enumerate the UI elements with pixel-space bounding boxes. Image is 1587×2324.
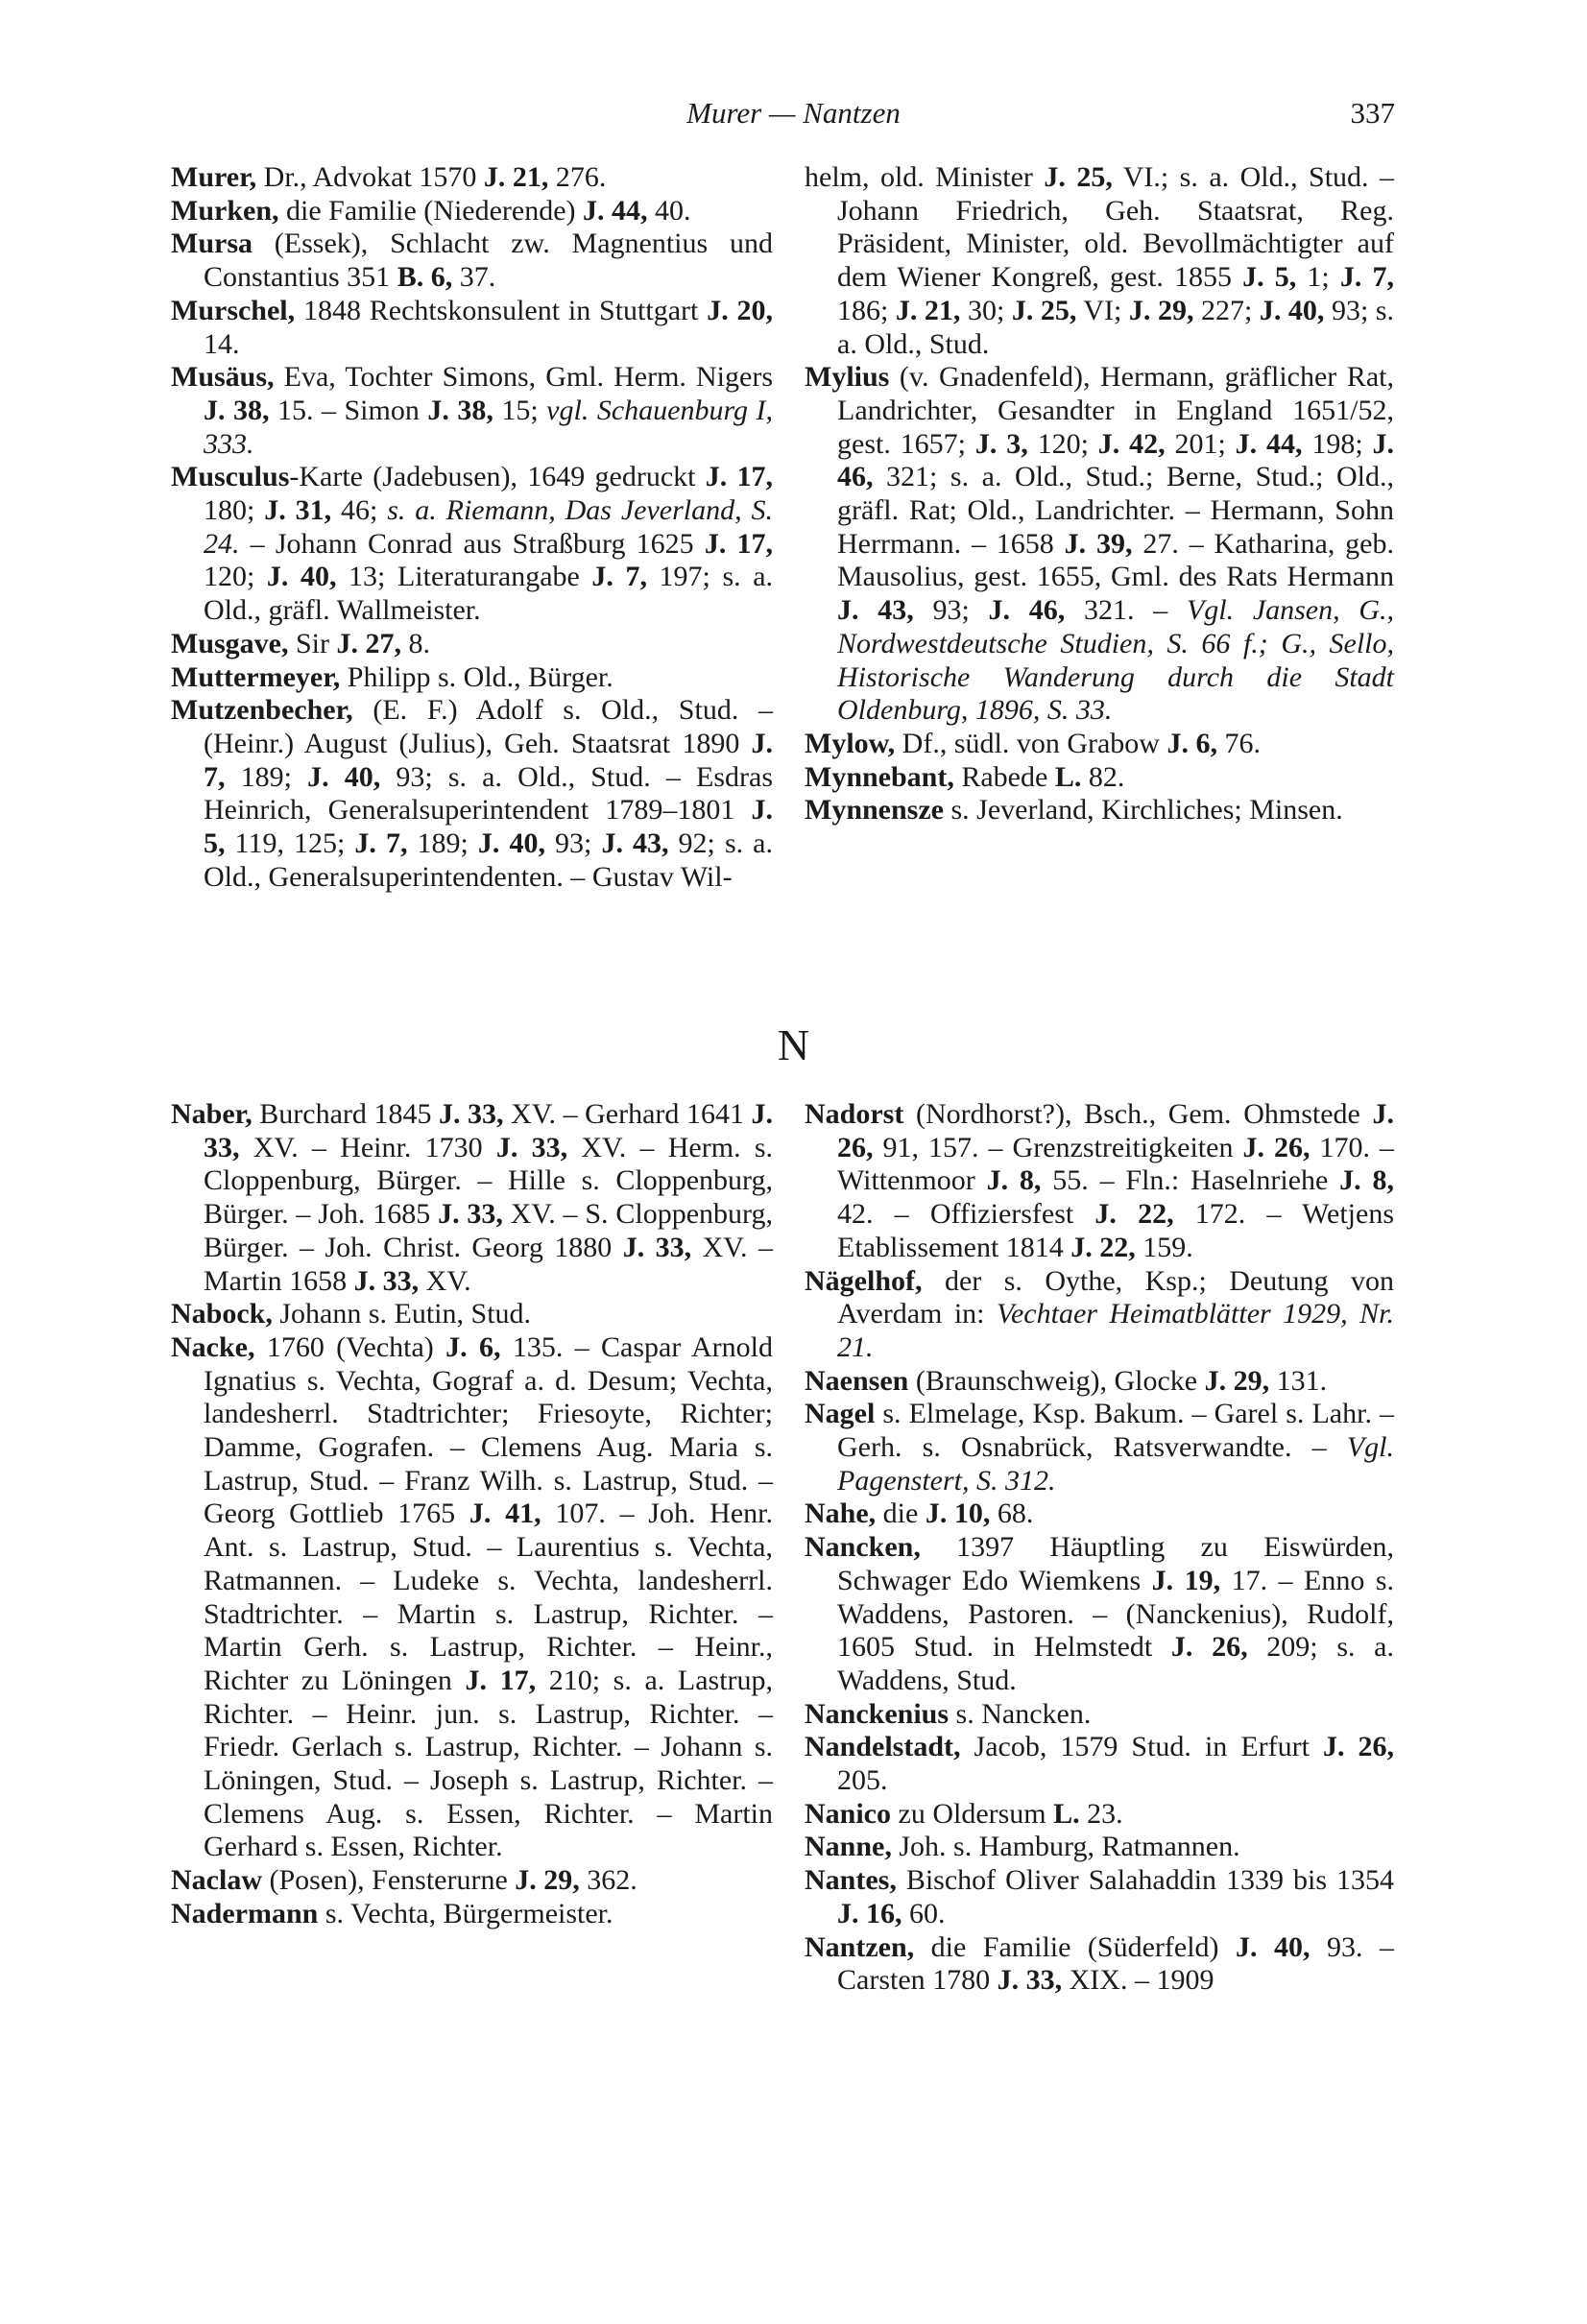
bold-run: L.	[1053, 1797, 1080, 1830]
bold-run: J. 38,	[204, 394, 270, 426]
index-entry	[171, 195, 773, 228]
text-run: 201;	[1165, 427, 1236, 460]
bold-run: Naber,	[171, 1098, 252, 1130]
index-entry	[171, 461, 773, 628]
bold-run: J. 33,	[495, 1131, 568, 1163]
index-entry	[171, 1898, 773, 1931]
text-run: 321; s. a. Old., Stud.; Berne, Stud.; Old., gräfl. Rat; Old., Landrichter. – Hermann, Sohn Herrmann. – 1658	[837, 461, 1394, 560]
text-run: 17. – Enno s. Waddens, Pastoren. – (Nanckenius), Rudolf, 1605 Stud. in Helmstedt	[837, 1564, 1395, 1664]
text-run: zu Oldersum	[891, 1797, 1054, 1830]
text-run: XV. – Martin 1658	[204, 1231, 774, 1297]
italic-run: Vgl. Jansen, G., Nordwestdeutsche Studien, S. 66 f.; G., Sello, Historische Wanderung durch die Stadt Oldenburg, 1896, S. 33.	[837, 594, 1395, 727]
bold-run: J. 44,	[1235, 427, 1303, 460]
text-run: 172. – Wetjens Etablissement 1814	[837, 1198, 1394, 1263]
bold-run: J. 25,	[1044, 161, 1113, 193]
bold-run: Nahe,	[805, 1497, 877, 1530]
italic-run: Vgl. Pagenstert, S. 312.	[837, 1431, 1394, 1497]
bold-run: Nanico	[805, 1797, 891, 1830]
bold-run: Nandelstadt,	[805, 1731, 961, 1763]
text-run: 120;	[204, 561, 267, 593]
text-run: 42. – Offiziersfest	[837, 1198, 1095, 1231]
text-run: s. Nancken.	[949, 1697, 1092, 1730]
bold-run: J. 20,	[707, 294, 773, 326]
text-run: 198;	[1302, 427, 1373, 460]
bold-run: Musgave,	[171, 627, 289, 659]
text-run: 23.	[1079, 1797, 1123, 1830]
index-entry	[805, 761, 1394, 795]
text-run: 205.	[837, 1764, 888, 1797]
bold-run: B. 6,	[397, 261, 453, 294]
index-entry	[171, 295, 773, 361]
text-run: 159.	[1135, 1231, 1193, 1263]
bold-run: J. 17,	[704, 527, 774, 560]
bold-run: J. 29,	[1204, 1364, 1270, 1397]
text-run: – Johann Conrad aus Straßburg 1625	[239, 527, 705, 560]
text-run: 40.	[647, 194, 691, 227]
text-run: 1760 (Vechta)	[254, 1330, 446, 1363]
text-run: 1397 Häuptling zu Eiswürden, Schwager Edo Wiemkens	[837, 1531, 1394, 1596]
bold-run: Mynnensze	[805, 794, 944, 827]
bold-run: J. 21,	[483, 161, 549, 193]
text-run: XV. – Herm. s. Cloppenburg, Bürger. – Hille s. Cloppenburg, Bürger. – Joh. 1685	[204, 1131, 773, 1231]
text-run: 170. – Wittenmoor	[837, 1131, 1395, 1197]
text-run: 180;	[204, 494, 265, 527]
index-entry	[805, 1798, 1394, 1832]
index-entry	[805, 1265, 1394, 1365]
bold-run: Mylow,	[805, 727, 896, 759]
text-run: 37.	[452, 261, 496, 294]
bold-run: J. 46,	[988, 594, 1066, 627]
index-entry	[171, 1331, 773, 1864]
index-column-right-bottom	[805, 1098, 1394, 1998]
text-run: VI.; s. a. Old., Stud. – Johann Friedrich, Geh. Staatsrat, Reg. Präsident, Minister, old. Bevollmächtigter auf dem Wiener Kongreß, gest. 1855	[837, 161, 1395, 294]
italic-run: Vechtaer Heimatblätter 1929, Nr. 21.	[837, 1298, 1394, 1363]
bold-run: J. 29,	[1128, 294, 1194, 326]
index-entry	[171, 1864, 773, 1898]
bold-run: J. 7,	[591, 561, 647, 593]
bold-run: Nancken,	[805, 1531, 921, 1564]
text-run: XV. – S. Cloppenburg, Bürger. – Joh. Christ. Georg 1880	[204, 1198, 773, 1263]
text-run: Rabede	[953, 760, 1055, 793]
bold-run: J. 27,	[336, 627, 402, 659]
bold-run: J. 10,	[925, 1497, 991, 1530]
text-run: Bischof Oliver Salahaddin 1339 bis 1354	[896, 1864, 1394, 1897]
bold-run: J. 46,	[837, 427, 1395, 493]
text-run: 189;	[225, 760, 308, 793]
bold-run: J. 3,	[974, 427, 1028, 460]
bold-run: J. 43,	[837, 594, 914, 627]
text-run: 210; s. a. Lastrup, Richter. – Heinr. jun. s. Lastrup, Richter. – Friedr. Gerlach s. Lastrup, Richter. – Johann s. Löningen, Stud. – Joseph s. Lastrup, Richter. – Clemens Aug. s. Essen, Richter. – Martin Gerhard s. Essen, Richter.	[204, 1664, 774, 1863]
index-entry	[805, 1831, 1394, 1864]
text-run: die	[876, 1497, 926, 1530]
index-entry	[805, 1698, 1394, 1732]
text-run: der s. Oythe, Ksp.; Deutung von Averdam in:	[837, 1264, 1394, 1330]
bold-run: J. 40,	[1236, 1930, 1310, 1963]
bold-run: Mynnebant,	[805, 760, 954, 793]
bold-run: J. 8,	[1339, 1164, 1394, 1197]
text-run: (Nordhorst?), Bsch., Gem. Ohmstede	[903, 1098, 1373, 1130]
bold-run: Mutzenbecher,	[171, 694, 353, 727]
text-run: XV.	[419, 1264, 471, 1297]
index-entry	[805, 1497, 1394, 1531]
text-run: (E. F.) Adolf s. Old., Stud. – (Heinr.) August (Julius), Geh. Staatsrat 1890	[204, 694, 773, 759]
index-entry	[171, 361, 773, 461]
bold-run: J. 5,	[204, 794, 773, 860]
text-run: s. Elmelage, Ksp. Bakum. – Garel s. Lahr. – Gerh. s. Osnabrück, Ratsverwandte. –	[837, 1398, 1394, 1464]
text-run: Dr., Advokat 1570	[256, 161, 484, 193]
text-run: 30;	[960, 294, 1012, 326]
index-entry	[805, 161, 1394, 361]
text-run: (Braunschweig), Glocke	[908, 1364, 1205, 1397]
text-run: Philipp s. Old., Bürger.	[340, 660, 613, 693]
text-run: XV. – Gerhard 1641	[503, 1098, 752, 1130]
bold-run: J. 33,	[204, 1098, 774, 1163]
text-run: 362.	[579, 1864, 637, 1897]
bold-run: Nadorst	[805, 1098, 904, 1130]
text-run: 15;	[493, 394, 547, 426]
bold-run: J. 17,	[705, 461, 774, 493]
text-run: 93;	[913, 594, 989, 627]
index-entry	[805, 1365, 1394, 1399]
bold-run: J. 19,	[1151, 1564, 1221, 1596]
bold-run: J. 17,	[465, 1664, 537, 1696]
index-entry	[171, 161, 773, 195]
bold-run: Nanne,	[805, 1831, 892, 1863]
bold-run: L.	[1054, 760, 1082, 793]
bold-run: Nantes,	[805, 1864, 897, 1897]
index-entry	[805, 361, 1394, 728]
bold-run: Musäus,	[171, 361, 275, 394]
text-run: 93; s. a. Old., Stud. – Esdras Heinrich, Generalsuperintendent 1789–1801	[204, 760, 774, 827]
bold-run: J. 38,	[427, 394, 493, 426]
bold-run: Naensen	[805, 1364, 909, 1397]
text-run: 91, 157. – Grenzstreitigkeiten	[873, 1131, 1243, 1163]
text-run: 209; s. a. Waddens, Stud.	[837, 1631, 1394, 1696]
bold-run: J. 40,	[266, 561, 337, 593]
italic-run: vgl. Schauenburg I, 333.	[204, 394, 773, 460]
text-run: (v. Gnadenfeld), Hermann, gräflicher Rat, Landrichter, Gesandter in England 1651/52, gest. 1657;	[837, 361, 1394, 460]
bold-run: J. 33,	[438, 1198, 503, 1231]
bold-run: Mursa	[171, 228, 252, 260]
bold-run: Mylius	[805, 361, 890, 394]
bold-run: Nanckenius	[805, 1697, 950, 1730]
bold-run: Nadermann	[171, 1897, 319, 1929]
index-entry	[171, 661, 773, 695]
bold-run: J. 26,	[1242, 1131, 1310, 1163]
text-run: XV. – Heinr. 1730	[239, 1131, 496, 1163]
bold-run: Nantzen,	[805, 1930, 915, 1963]
index-entry	[171, 1298, 773, 1331]
bold-run: J. 40,	[307, 760, 381, 793]
text-run: 107. – Joh. Henr. Ant. s. Lastrup, Stud. – Laurentius s. Vechta, Ratmannen. – Ludeke s. Vechta, landesherrl. Stadtrichter. – Martin s. Lastrup, Richter. – Martin Gerh. s. Lastrup, Richter. – Heinr., Richter zu Löningen	[204, 1497, 773, 1696]
text-run: Johann s. Eutin, Stud.	[272, 1298, 532, 1330]
text-run: 68.	[990, 1497, 1034, 1530]
index-entry	[805, 1731, 1394, 1797]
bold-run: J. 43,	[601, 827, 669, 860]
bold-run: J. 33,	[439, 1098, 504, 1130]
running-header-title: Murer — Nantzen	[686, 96, 901, 130]
bold-run: Nabock,	[171, 1298, 273, 1330]
bold-run: J. 33,	[997, 1964, 1063, 1997]
index-entry	[805, 1398, 1394, 1497]
bold-run: J. 25,	[1011, 294, 1077, 326]
bold-run: J. 42,	[1097, 427, 1166, 460]
text-run: Eva, Tochter Simons, Gml. Herm. Nigers	[274, 361, 773, 394]
bold-run: J. 26,	[1170, 1631, 1248, 1664]
bold-run: Musculus	[171, 461, 290, 493]
index-entry	[805, 1098, 1394, 1265]
text-run: Df., südl. von Grabow	[895, 727, 1167, 759]
index-entry	[805, 1864, 1394, 1930]
index-entry	[171, 1098, 773, 1298]
bold-run: Murer,	[171, 161, 257, 193]
text-run: 131.	[1269, 1364, 1328, 1397]
bold-run: Muttermeyer,	[171, 660, 341, 693]
text-run: helm, old. Minister	[805, 161, 1045, 193]
bold-run: J. 40,	[1259, 294, 1325, 326]
bold-run: J. 26,	[1322, 1731, 1395, 1763]
bold-run: J. 7,	[354, 827, 408, 860]
bold-run: J. 33,	[353, 1264, 420, 1297]
text-run: 321. –	[1065, 594, 1187, 627]
bold-run: Nägelhof,	[805, 1264, 923, 1297]
text-run: 197; s. a. Old., gräfl. Wallmeister.	[204, 561, 774, 627]
bold-run: J. 6,	[445, 1330, 501, 1363]
text-run: 1848 Rechtskonsulent in Stuttgart	[295, 294, 708, 326]
text-run: 93;	[544, 827, 602, 860]
text-run: 1;	[1296, 261, 1340, 294]
text-run: 55. – Fln.: Haselnriehe	[1041, 1164, 1340, 1197]
text-run: 119, 125;	[225, 827, 355, 860]
text-run: 76.	[1216, 727, 1261, 759]
text-run: s. Jeverland, Kirchliches; Minsen.	[944, 794, 1343, 827]
text-run: 93; s. a. Old., Stud.	[837, 294, 1395, 360]
text-run: 92; s. a. Old., Generalsuperintendenten. – Gustav Wil-	[204, 827, 773, 893]
bold-run: J. 21,	[895, 294, 961, 326]
text-run: 8.	[401, 627, 431, 659]
index-column-left-top	[171, 161, 773, 894]
text-run: Sir	[288, 627, 337, 659]
text-run: 189;	[407, 827, 478, 860]
text-run: 276.	[548, 161, 607, 193]
bold-run: J. 16,	[837, 1897, 902, 1929]
text-run: 15. – Simon	[269, 394, 428, 426]
text-run: 82.	[1081, 760, 1125, 793]
italic-run: s. a. Riemann, Das Jeverland, S. 24.	[204, 494, 773, 560]
bold-run: J. 22,	[1094, 1198, 1174, 1231]
text-run: 13; Literaturangabe	[336, 561, 592, 593]
text-run: die Familie (Niederende)	[278, 194, 584, 227]
page-number: 337	[1350, 96, 1395, 130]
bold-run: J. 29,	[515, 1864, 580, 1897]
index-entry	[171, 628, 773, 661]
bold-run: J. 44,	[583, 194, 648, 227]
text-run: 46;	[331, 494, 388, 527]
text-run: 186;	[837, 294, 896, 326]
text-run: 120;	[1027, 427, 1098, 460]
bold-run: J. 7,	[1339, 261, 1395, 294]
text-run: VI;	[1076, 294, 1129, 326]
text-run: (Essek), Schlacht zw. Magnentius und Constantius 351	[204, 228, 773, 294]
index-entry	[805, 1531, 1394, 1698]
index-entry	[171, 228, 773, 294]
text-run: 227;	[1193, 294, 1260, 326]
bold-run: Murken,	[171, 194, 279, 227]
text-run: Burchard 1845	[252, 1098, 439, 1130]
bold-run: J. 7,	[204, 727, 773, 793]
bold-run: J. 5,	[1242, 261, 1297, 294]
text-run: 135. – Caspar Arnold Ignatius s. Vechta, Gograf a. d. Desum; Vechta, landesherrl. Stadtrichter; Friesoyte, Richter; Damme, Gografen. – Clemens Aug. Maria s. Lastrup, Stud. – Franz Wilh. s. Lastrup, Stud. – Georg Gottlieb 1765	[204, 1330, 774, 1530]
bold-run: J. 22,	[1070, 1231, 1136, 1263]
bold-run: J. 40,	[477, 827, 545, 860]
index-entry	[171, 694, 773, 894]
text-run: 14.	[204, 327, 240, 360]
index-column-right-top	[805, 161, 1394, 827]
bold-run: J. 8,	[986, 1164, 1042, 1197]
bold-run: J. 31,	[264, 494, 332, 527]
bold-run: J. 39,	[1064, 527, 1133, 560]
text-run: (Posen), Fensterurne	[261, 1864, 516, 1897]
bold-run: Murschel,	[171, 294, 296, 326]
text-run: XIX. – 1909	[1062, 1964, 1214, 1997]
text-run: Jacob, 1579 Stud. in Erfurt	[960, 1731, 1323, 1763]
index-entry	[805, 1931, 1394, 1998]
index-column-left-bottom	[171, 1098, 773, 1931]
index-entry	[805, 794, 1394, 827]
bold-run: Naclaw	[171, 1864, 262, 1897]
text-run: die Familie (Süderfeld)	[914, 1930, 1237, 1963]
section-letter-heading: N	[777, 1020, 810, 1069]
bold-run: Nagel	[805, 1398, 876, 1430]
index-entry	[805, 728, 1394, 761]
text-run: 93. – Carsten 1780	[837, 1930, 1395, 1997]
text-run: 60.	[902, 1897, 946, 1929]
text-run: s. Vechta, Bürgermeister.	[318, 1897, 613, 1929]
text-run: Joh. s. Hamburg, Ratmannen.	[891, 1831, 1240, 1863]
bold-run: Nacke,	[171, 1330, 255, 1363]
text-run: -Karte (Jadebusen), 1649 gedruckt	[289, 461, 706, 493]
text-run: 27. – Katharina, geb. Mausolius, gest. 1655, Gml. des Rats Hermann	[837, 527, 1394, 593]
bold-run: J. 6,	[1166, 727, 1217, 759]
bold-run: J. 33,	[622, 1231, 692, 1263]
bold-run: J. 41,	[469, 1497, 541, 1530]
bold-run: J. 26,	[837, 1098, 1394, 1163]
